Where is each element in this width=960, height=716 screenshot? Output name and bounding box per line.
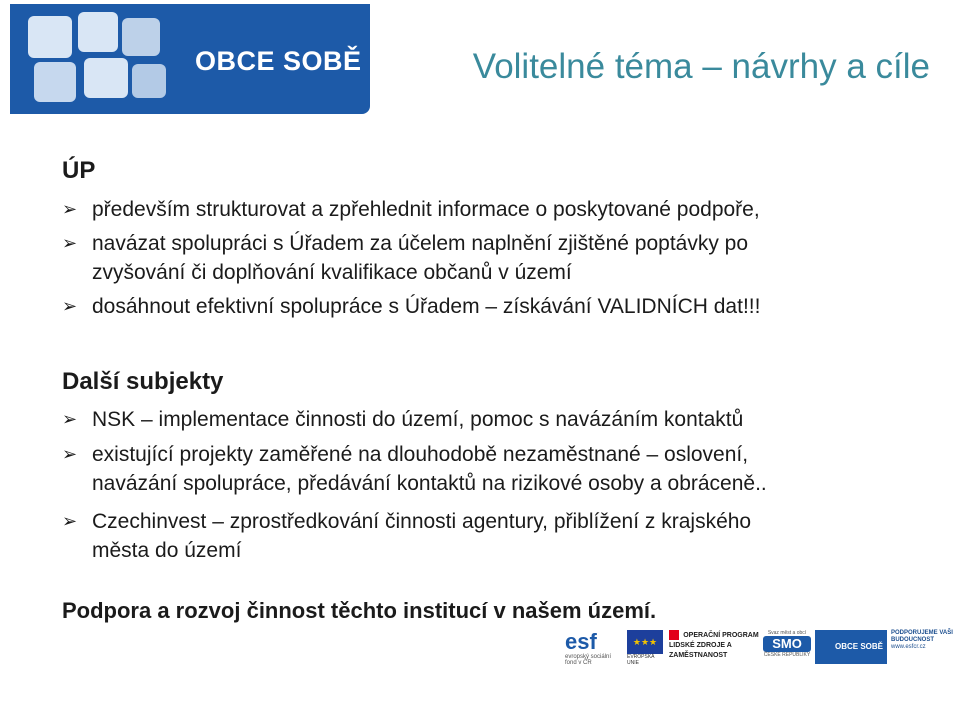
obce-sobe-logo [10,4,370,114]
bullet-text: NSK – implementace činnosti do území, pomoc s navázáním kontaktů [92,408,744,431]
bullet-item [62,229,902,287]
bullet-text: existující projekty zaměřené na dlouhodobě nezaměstnané – oslovení, [92,443,749,466]
bullet-text-continued: města do území [92,539,242,562]
footer-logo-strip [565,630,955,666]
closing-statement: Podpora a rozvoj činnost těchto institucí v našem území. [62,598,657,623]
section-heading-up: ÚP [62,157,96,184]
bullet-text-continued: zvyšování či doplňování kvalifikace občanů v území [92,261,572,284]
arrow-bullet-icon: ➢ [62,444,78,464]
obce-sobe-small-logo: OBCE SOBĚ [815,630,887,664]
arrow-bullet-icon: ➢ [62,511,78,531]
puzzle-piece-icon [132,64,166,98]
support-future-logo: PODPORUJEME VAŠI BUDOUCNOST www.esfcr.cz [891,630,953,650]
slide-title: Volitelné téma – návrhy a cíle [472,47,930,86]
eu-flag-icon: ★★★ [627,630,663,654]
bullet-text: především strukturovat a zpřehlednit informace o poskytované podpoře, [92,198,760,221]
op-lzz-logo: OPERAČNÍ PROGRAM LIDSKÉ ZDROJE A ZAMĚSTNANOST [669,632,759,659]
puzzle-piece-icon [78,12,118,52]
bullet-item [62,195,902,224]
bullet-item [62,292,902,321]
arrow-bullet-icon: ➢ [62,296,78,316]
bullet-text-continued: navázání spolupráce, předávání kontaktů na rizikové osoby a obráceně.. [92,472,767,495]
eu-flag-logo: ★★★ EVROPSKÁ UNIE [627,630,667,664]
bullet-item [62,405,902,434]
logo-text: OBCE SOBĚ [195,46,362,76]
arrow-bullet-icon: ➢ [62,409,78,429]
puzzle-piece-icon [34,62,76,102]
bullet-item [62,440,902,498]
section-heading-other: Další subjekty [62,368,224,395]
arrow-bullet-icon: ➢ [62,199,78,219]
puzzle-piece-icon [84,58,128,98]
smo-logo: Svaz měst a obcí SMO ČESKÉ REPUBLIKY [763,630,811,658]
puzzle-piece-icon [28,16,72,58]
bullet-text: dosáhnout efektivní spolupráce s Úřadem – získávání VALIDNÍCH dat!!! [92,295,761,318]
bullet-text: navázat spolupráci s Úřadem za účelem naplnění zjištěné poptávky po [92,232,749,255]
esf-logo: esf evropský sociální fond v ČR [565,629,612,666]
bullet-item [62,507,902,565]
arrow-bullet-icon: ➢ [62,233,78,253]
puzzle-piece-icon [122,18,160,56]
bullet-text: Czechinvest – zprostředkování činnosti agentury, přiblížení z krajského [92,510,752,533]
op-mark-icon [669,630,679,640]
